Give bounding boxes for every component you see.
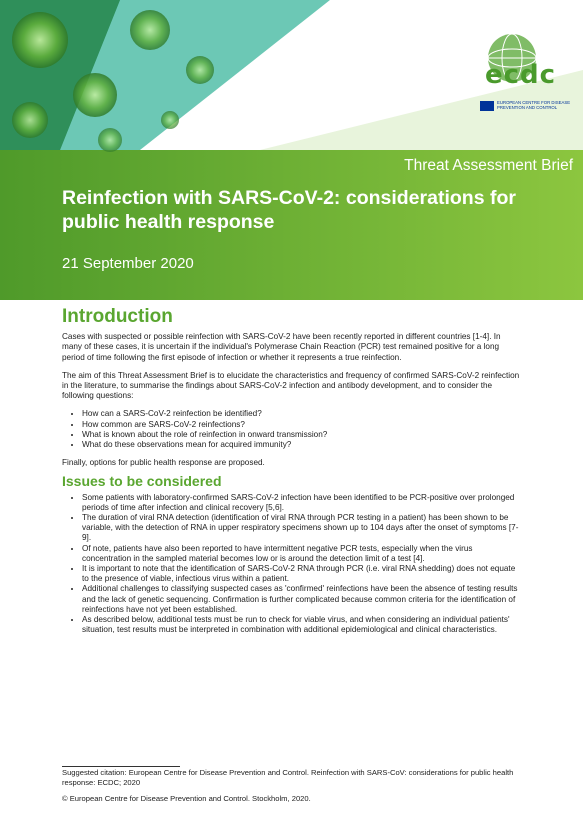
agency-name: EUROPEAN CENTRE FOR DISEASE PREVENTION AND CONTROL [497, 100, 571, 110]
list-item: • The duration of viral RNA detection (identification of viral RNA through PCR testing in a patient) has been shown to be variable, with the detection of RNA in upper respiratory specimens shown up to 104 days after the onset of symptoms [7-9]. [82, 513, 522, 544]
list-item: • It is important to note that the identification of SARS-CoV-2 RNA through PCR (i.e. viral RNA shedding) does not equate to the presence of viable, infectious virus within a patient. [82, 564, 522, 584]
list-item: • As described below, additional tests must be run to check for viable virus, and when considering an individual patients' situation, test results must be interpreted in combination with additional epidemiological and clinical characteristics. [82, 615, 522, 635]
intro-paragraph: Finally, options for public health response are proposed. [62, 458, 265, 468]
main-content [62, 306, 522, 643]
logo-wordmark: ecdc [485, 60, 557, 90]
footer-divider [62, 766, 180, 767]
question-list [62, 409, 522, 450]
intro-paragraph: Cases with suspected or possible reinfection with SARS-CoV-2 have been recently reported in different countries [1-4]. In many of these cases, it is uncertain if the individual's Polymerase Chain Reaction (PCR) test remained positive for a long period of time following the first episode of infection or whether it represents a true reinfection. [62, 332, 501, 362]
list-item: • What is known about the role of reinfection in onward transmission? [82, 430, 522, 440]
header-banner [0, 0, 583, 300]
footer [62, 768, 522, 811]
document-type-label: Threat Assessment Brief [404, 157, 573, 174]
intro-paragraph: The aim of this Threat Assessment Brief is to elucidate the characteristics and frequency of confirmed SARS-CoV-2 reinfection in the literature, to summarise the findings about SARS-CoV-2 infection and antibody development, and to consider the following questions: [62, 370, 520, 401]
list-item: • How common are SARS-CoV-2 reinfections? [82, 420, 522, 430]
copyright-text: © European Centre for Disease Prevention and Control. Stockholm, 2020. [62, 794, 311, 804]
section-heading-introduction: Introduction [62, 306, 173, 327]
list-item: • How can a SARS-CoV-2 reinfection be identified? [82, 409, 522, 419]
citation-text: Suggested citation: European Centre for Disease Prevention and Control. Reinfection with SARS-CoV: considerations for public health response: ECDC; 2020 [62, 768, 514, 787]
publication-date: 21 September 2020 [62, 255, 194, 272]
eu-flag-icon [480, 101, 494, 111]
list-item: • Some patients with laboratory-confirmed SARS-CoV-2 infection have been identified to be PCR-positive over prolonged periods of time after infection and clinical recovery [5,6]. [82, 493, 522, 513]
list-item: • What do these observations mean for acquired immunity? [82, 440, 522, 450]
issues-list [62, 493, 522, 636]
list-item: • Additional challenges to classifying suspected cases as 'confirmed' reinfections have been the absence of testing results and the lack of genetic sequencing. Confirmation is further complicated because common criteria for the identification of reinfections have not yet been established. [82, 584, 522, 615]
list-item: • Of note, patients have also been reported to have intermittent negative PCR tests, especially when the virus concentration in the sampled material becomes low or is around the detection limit of a test [4]. [82, 544, 522, 564]
section-heading-issues: Issues to be considered [62, 473, 222, 490]
page-title: Reinfection with SARS-CoV-2: considerations for public health response [62, 187, 516, 233]
